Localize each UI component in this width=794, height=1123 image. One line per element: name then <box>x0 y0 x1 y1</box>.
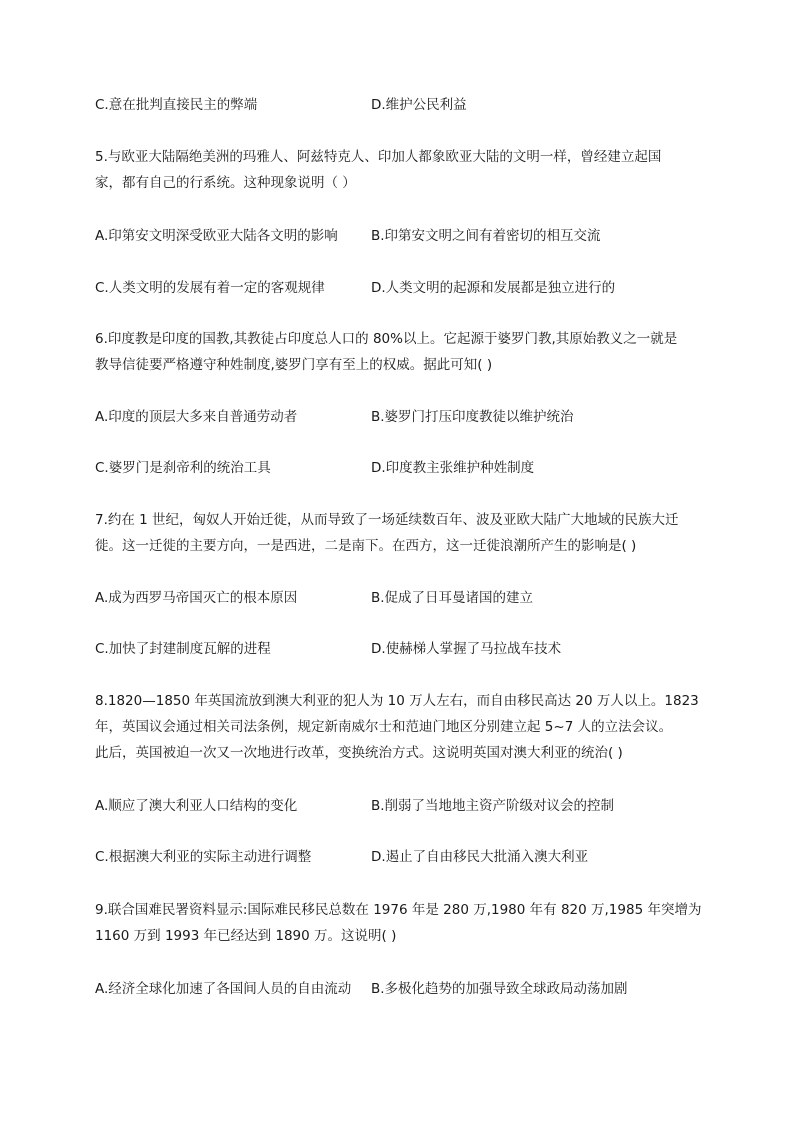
question-5-option-d: D.人类文明的起源和发展都是独立进行的 <box>371 280 616 296</box>
question-6-option-b: B.婆罗门打压印度教徒以维护统治 <box>371 409 574 425</box>
question-6-line-2: 教导信徒要严格遵守种姓制度,婆罗门享有至上的权威。据此可知( ) <box>95 357 493 373</box>
question-8-option-a: A.顺应了澳大利亚人口结构的变化 <box>95 798 298 814</box>
option-c: C.意在批判直接民主的弊端 <box>95 97 258 113</box>
question-7-option-b: B.促成了日耳曼诸国的建立 <box>371 590 534 606</box>
question-7-option-d: D.使赫梯人掌握了马拉战车技术 <box>371 641 562 657</box>
question-9-option-a: A.经济全球化加速了各国间人员的自由流动 <box>95 981 352 997</box>
question-9-line-2: 1160 万到 1993 年已经达到 1890 万。这说明( ) <box>95 928 397 944</box>
question-5-option-a: A.印第安文明深受欧亚大陆各文明的影响 <box>95 228 338 244</box>
question-7-option-a: A.成为西罗马帝国灭亡的根本原因 <box>95 590 298 606</box>
question-5-option-b: B.印第安文明之间有着密切的相互交流 <box>371 228 601 244</box>
question-8-line-2: 年，英国议会通过相关司法条例，规定新南威尔士和范迪门地区分别建立起 5~7 人的立法会议。 <box>95 719 673 735</box>
question-5-option-c: C.人类文明的发展有着一定的客观规律 <box>95 280 325 296</box>
question-9-option-b: B.多极化趋势的加强导致全球政局动荡加剧 <box>371 981 628 997</box>
question-6-line-1: 6.印度教是印度的国教,其教徒占印度总人口的 80%以上。它起源于婆罗门教,其原始教义之一就是 <box>95 331 678 347</box>
option-row-c-d <box>95 96 257 114</box>
question-5-line-2: 家，都有自己的行系统。这种现象说明（ ） <box>95 175 356 191</box>
question-7-option-c: C.加快了封建制度瓦解的进程 <box>95 641 271 657</box>
question-8-option-c: C.根据澳大利亚的实际主动进行调整 <box>95 849 312 865</box>
question-6-option-d: D.印度教主张维护种姓制度 <box>371 460 535 476</box>
question-5-line-1: 5.与欧亚大陆隔绝美洲的玛雅人、阿兹特克人、印加人都象欧亚大陆的文明一样，曾经建立起国 <box>95 149 662 165</box>
question-8-option-d: D.遏止了自由移民大批涌入澳大利亚 <box>371 849 589 865</box>
question-9-line-1: 9.联合国难民署资料显示:国际难民移民总数在 1976 年是 280 万,1980 年有 820 万,1985 年突增为 <box>95 902 702 918</box>
question-6-option-a: A.印度的顶层大多来自普通劳动者 <box>95 409 298 425</box>
question-8-option-b: B.削弱了当地地主资产阶级对议会的控制 <box>371 798 615 814</box>
question-7-line-2: 徙。这一迁徙的主要方向，一是西进，二是南下。在西方，这一迁徙浪潮所产生的影响是( ) <box>95 538 637 554</box>
question-8-line-1: 8.1820—1850 年英国流放到澳大利亚的犯人为 10 万人左右，而自由移民高达 20 万人以上。1823 <box>95 693 699 709</box>
option-d: D.维护公民利益 <box>371 97 467 113</box>
question-6-option-c: C.婆罗门是刹帝利的统治工具 <box>95 460 271 476</box>
question-7-line-1: 7.约在 1 世纪，匈奴人开始迁徙，从而导致了一场延续数百年、波及亚欧大陆广大地域的民族大迁 <box>95 512 679 528</box>
question-8-line-3: 此后，英国被迫一次又一次地进行改革，变换统治方式。这说明英国对澳大利亚的统治( ) <box>95 745 623 761</box>
